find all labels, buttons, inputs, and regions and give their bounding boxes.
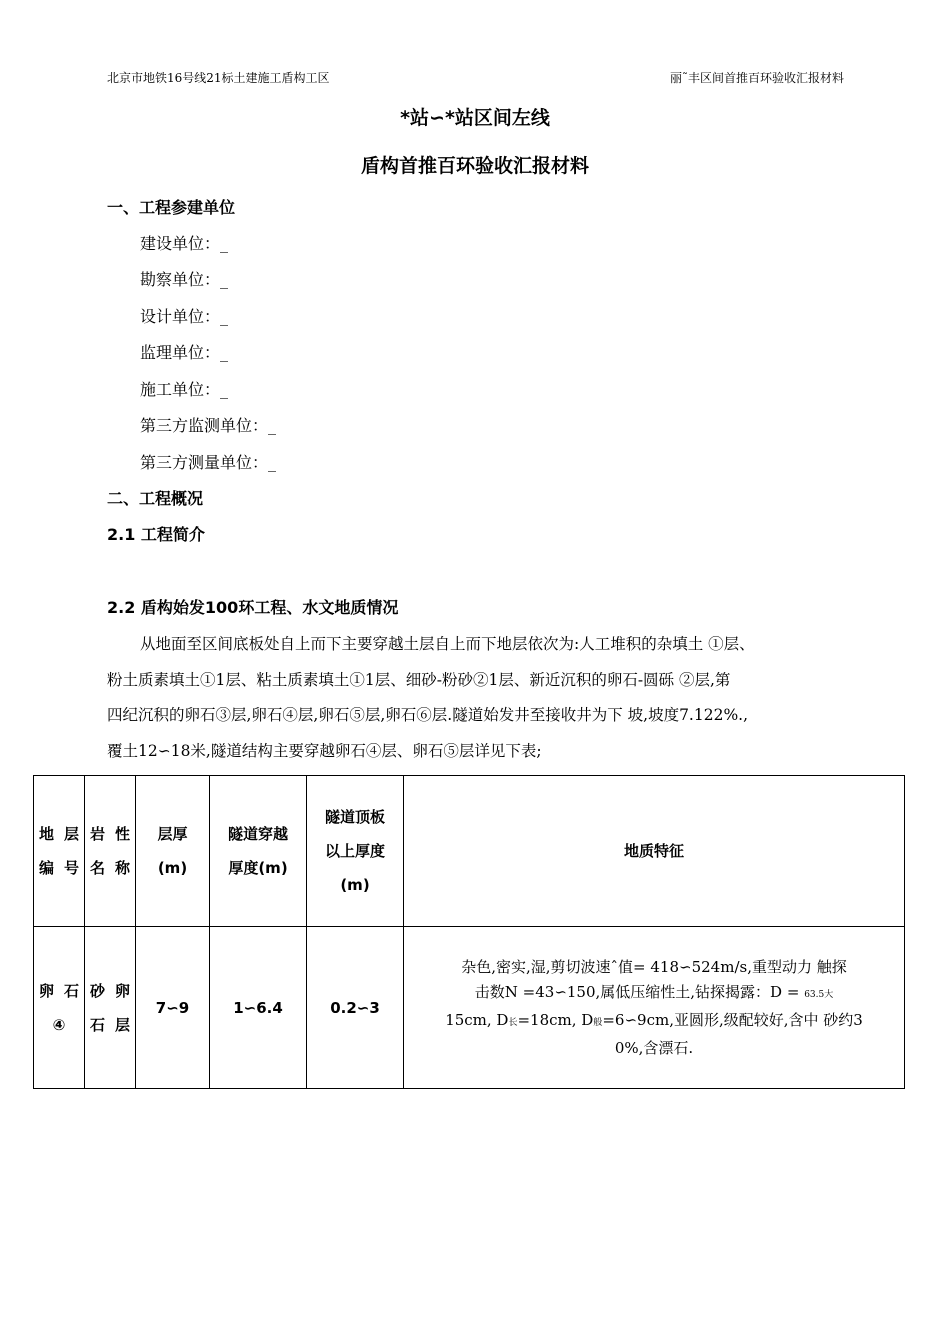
- unit-survey: 勘察单位：_: [140, 270, 229, 289]
- header-left: 北京市地铁16号线21标土建施工盾构工区: [107, 71, 330, 85]
- cell-thickness: 7∽9: [136, 927, 210, 1089]
- table-row: [34, 927, 905, 1089]
- paragraph-line: 四纪沉积的卵石③层,卵石④层,卵石⑤层,卵石⑥层.隧道始发井至接收井为下 坡,坡度7.122%.,: [107, 706, 749, 724]
- section2-1-heading: 2.1 工程简介: [107, 525, 205, 544]
- paragraph-line: 覆土12∽18米,隧道结构主要穿越卵石④层、卵石⑤层详见下表;: [107, 741, 542, 760]
- geology-table: [33, 775, 905, 1089]
- paragraph-line: 粉土质素填土①1层、粘土质素填土①1层、细砂-粉砂②1层、新近沉积的卵石-圆砾 ②层,第: [107, 670, 731, 689]
- unit-design: 设计单位：_: [140, 307, 229, 326]
- col-header-thickness: 层厚 (m): [136, 776, 210, 927]
- section2-2-heading: 2.2 盾构始发100环工程、水文地质情况: [107, 598, 399, 617]
- unit-supervision: 监理单位：_: [140, 343, 229, 362]
- cell-rock-name: 砂 卵 石 层: [85, 927, 136, 1089]
- col-header-above-thickness: 隧道顶板 以上厚度 (m): [307, 776, 404, 927]
- unit-monitoring: 第三方监测单位：_: [140, 416, 277, 435]
- col-header-geology: 地质特征: [404, 776, 905, 927]
- header-right: 丽˜丰区间首推百环验收汇报材料: [669, 71, 844, 85]
- unit-measurement: 第三方测量单位：_: [140, 453, 277, 472]
- section1-heading: 一、工程参建单位: [107, 198, 236, 217]
- title-line2: 盾构首推百环验收汇报材料: [360, 155, 589, 177]
- paragraph-line: 从地面至区间底板处自上而下主要穿越土层自上而下地层依次为:人工堆积的杂填土 ①层、: [140, 635, 755, 653]
- unit-construction: 建设单位：_: [140, 234, 229, 253]
- col-header-rock-name: 岩 性 名 称: [85, 776, 136, 927]
- section2-heading: 二、工程概况: [107, 489, 204, 508]
- geology-paragraph: [107, 627, 897, 769]
- table-header-row: [34, 776, 905, 927]
- col-header-layer-id: 地 层 编 号: [34, 776, 85, 927]
- unit-contractor: 施工单位：_: [140, 380, 229, 399]
- title-line1: *站∽*站区间左线: [400, 107, 550, 129]
- cell-tunnel-thickness: 1∽6.4: [210, 927, 307, 1089]
- cell-layer-id: 卵 石 ④: [34, 927, 85, 1089]
- col-header-tunnel-thickness: 隧道穿越 厚度(m): [210, 776, 307, 927]
- cell-geology: 杂色,密实,湿,剪切波速ˆ值= 418∽524m/s,重型动力 触探 击数N =43∽150,属低压缩性土,钻探揭露：D = 63.5大 15cm, D长=18cm, D般=6∽9cm,亚圆形,级配较好,含中 砂约3 0%,含漂石.: [404, 927, 905, 1089]
- cell-above-thickness: 0.2∽3: [307, 927, 404, 1089]
